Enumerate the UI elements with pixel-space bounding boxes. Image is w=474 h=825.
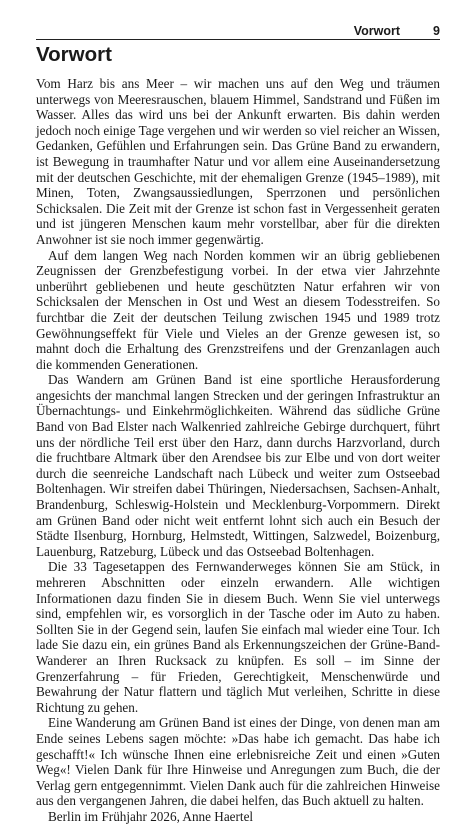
page-title: Vorwort bbox=[36, 43, 112, 66]
paragraph: Auf dem langen Weg nach Norden kommen wir an übrig gebliebenen Zeugnissen der Grenzbefestigung vorbei. In der etwa vier Jahrzehnte unberührt gebliebenen und heute geschützten Natur erfahren wir von Schicksalen der Menschen in Ost und West an diesem Todesstreifen. So furchtbar die Zeit der deutschen Teilung zwischen 1945 und 1989 trotz Gewöhnungseffekt für Viele und Vieles an der Grenze gewesen ist, so mahnt doch die Erhaltung des Grenzstreifens und der Grenzanlagen auch die kommenden Generationen. bbox=[36, 247, 440, 372]
page-number: 9 bbox=[433, 24, 440, 38]
paragraph: Vom Harz bis ans Meer – wir machen uns auf den Weg und träumen unterwegs von Meeresrauschen, blauem Himmel, Sandstrand und Füßen im Wasser. Alles das wird uns bei der Ankunft erwarten. Bis dahin werden jedoch noch einige Tage vergehen und wir werden so viel reicher an Wissen, Gedanken, Gefühlen und Erfahrungen sein. Das Grüne Band zu erwandern, ist Bewegung in traumhafter Natur und vor allem eine Auseinandersetzung mit der deutschen Geschichte, mit der ehemaligen Grenze (1945–1989), mit Minen, Toten, Zwangsaussiedlungen, Sperrzonen und persönlichen Schicksalen. Die Zeit mit der Grenze ist schon fast in Vergessenheit geraten und ist jüngeren Menschen kaum mehr vorstellbar, aber für die direkten Anwohner ist sie noch immer gegenwärtig. bbox=[36, 76, 440, 247]
running-head-section: Vorwort bbox=[353, 24, 400, 38]
running-head bbox=[36, 22, 440, 44]
paragraph: Eine Wanderung am Grünen Band ist eines der Dinge, von denen man am Ende seines Lebens sagen möchte: »Das habe ich gemacht. Das habe ich geschafft!« Ich wünsche Ihnen eine erlebnisreiche Zeit und einen »Guten Weg«! Vielen Dank für Ihre Hinweise und Anregungen zum Buch, die der Verlag gern entgegennimmt. Vielen Dank auch für die zahlreichen Hinweise aus den vergangenen Jahren, die dabei helfen, das Buch aktuell zu halten. bbox=[36, 715, 440, 809]
paragraph: Die 33 Tagesetappen des Fernwanderweges können Sie am Stück, in mehreren Abschnitten oder einzeln erwandern. Alle wichtigen Informationen dazu finden Sie in diesem Buch. Wenn Sie viel unterwegs sind, empfehlen wir, es vorsorglich in der Tasche oder im Auto zu haben. Sollten Sie in der Gegend sein, laufen Sie einfach mal wieder eine Tour. Ich lade Sie dazu ein, ein grünes Band als Erkennungszeichen der Grüne-Band-Wanderer an Ihren Rucksack zu knüpfen. Es soll – im Sinne der Grenzerfahrung – für Frieden, Gerechtigkeit, Menschenwürde und Bewahrung der Natur flattern und täglich Mut verleihen, Schritte in diese Richtung zu gehen. bbox=[36, 559, 440, 715]
body-text bbox=[36, 76, 440, 825]
signature-line: Berlin im Frühjahr 2026, Anne Haertel bbox=[48, 808, 254, 824]
header-rule bbox=[36, 39, 440, 40]
paragraph: Das Wandern am Grünen Band ist eine sportliche Herausforderung angesichts der manchmal langen Strecken und der geringen Infrastruktur an Übernachtungs- und Einkehrmöglichkeiten. Während das südliche Grüne Band von Bad Elster nach Walkenried zahlreiche Gebirge durchquert, führt uns der nördliche Teil erst über den Harz, dann durchs Harzvorland, durch die fruchtbare Altmark über den Arendsee bis zur Elbe und von dort weiter durch die seenreiche Landschaft nach Lübeck und weiter zum Ostseebad Boltenhagen. Wir streifen dabei Thüringen, Niedersachsen, Sachsen-Anhalt, Brandenburg, Schleswig-Holstein und Mecklenburg-Vorpommern. Direkt am Grünen Band oder nicht weit entfernt lohnt sich auch ein Besuch der Städte Ilsenburg, Hornburg, Helmstedt, Wittingen, Salzwedel, Boizenburg, Lauenburg, Ratzeburg, Lübeck und das Ostseebad Boltenhagen. bbox=[36, 372, 440, 559]
